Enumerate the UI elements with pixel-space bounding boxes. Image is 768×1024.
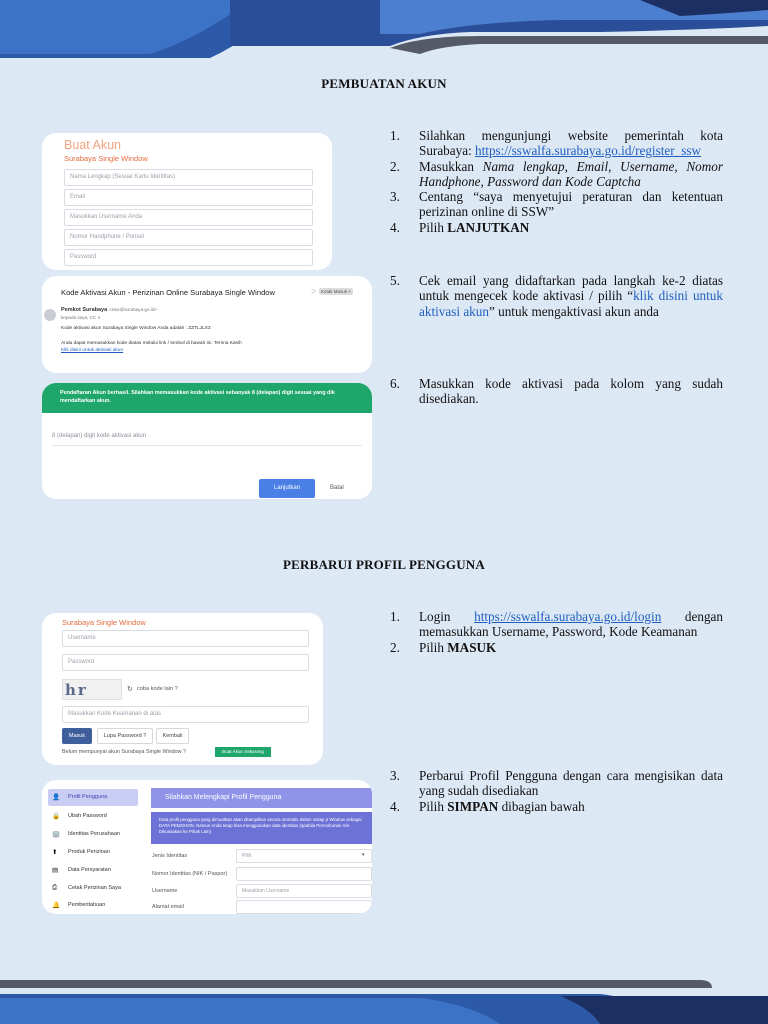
- forgot-password-button[interactable]: Lupa Password ?: [97, 728, 153, 744]
- inbox-tag[interactable]: Kotak Masuk ×: [321, 289, 351, 294]
- register-subtitle: Surabaya Single Window: [64, 154, 148, 163]
- list-item: 5. Cek email yang didaftarkan pada langkah ke-2 diatas untuk mengecek kode aktivasi / pilih “klik disini untuk aktivasi akun” untuk mengaktivasi akun anda: [390, 273, 723, 319]
- captcha-refresh-link[interactable]: coba kode lain ?: [137, 686, 178, 692]
- login-link[interactable]: https://sswalfa.surabaya.go.id/login: [474, 609, 662, 624]
- sidebar-item-print[interactable]: Cetak Perizinan Saya: [68, 885, 121, 891]
- register-form-screenshot: [42, 133, 332, 270]
- refresh-icon[interactable]: ↻: [127, 686, 133, 693]
- back-button[interactable]: Kembali: [156, 728, 189, 744]
- list-item: 3. Perbarui Profil Pengguna dengan cara mengisikan data yang sudah disediakan: [390, 768, 723, 799]
- list-item: 4. Pilih SIMPAN dibagian bawah: [390, 798, 585, 814]
- label-username: Username: [152, 888, 178, 894]
- activation-email-screenshot: [42, 276, 372, 373]
- login-button[interactable]: Masuk: [62, 728, 92, 744]
- username-input[interactable]: Username: [62, 630, 309, 647]
- bell-icon: 🔔: [52, 902, 61, 909]
- profile-form-screenshot: [42, 780, 372, 914]
- list-item: 1. Silahkan mengunjungi website pemerintah kota Surabaya: https://sswalfa.surabaya.go.id/register_ssw: [390, 128, 723, 159]
- register-link[interactable]: https://sswalfa.surabaya.go.id/register_ssw: [475, 143, 702, 159]
- label-identity-number: Nomor Identitas (NIK / Paspor): [152, 871, 228, 877]
- success-banner: Pendaftaran Akun berhasil. Silahkan memasukkan kode aktivasi sebanyak 8 (delapan) digit sesuai yang dik mendaftarkan akun.: [42, 383, 372, 413]
- profile-username-input[interactable]: Masukkan Username: [236, 884, 372, 898]
- email-body-code: Kode aktivasi akun Surabaya Single Window Anda adalah : ZZTLJLX3: [61, 326, 211, 331]
- identity-type-select[interactable]: Pilih: [236, 849, 372, 863]
- profile-sidebar: [42, 780, 142, 914]
- cancel-button[interactable]: Batal: [330, 485, 344, 491]
- company-icon: 🏢: [52, 831, 61, 838]
- list-item: 2. Pilih MASUK: [390, 639, 497, 655]
- section-heading-account-creation: PEMBUATAN AKUN: [321, 76, 447, 91]
- phone-field[interactable]: Nomor Handphone / Ponsel: [64, 229, 313, 246]
- login-subtitle: Surabaya Single Window: [62, 618, 146, 627]
- list-item: 4. Pilih LANJUTKAN: [390, 219, 530, 235]
- profile-steps-a: [390, 609, 723, 655]
- email-recipient: kepada saya, CC ∨: [61, 315, 101, 320]
- footer-decoration: [0, 968, 768, 1024]
- header-decoration: [0, 0, 768, 62]
- profile-steps-b: [390, 768, 723, 814]
- email-field[interactable]: Email: [64, 189, 313, 206]
- user-icon: 👤: [52, 794, 61, 801]
- sidebar-item-company[interactable]: Identitas Perusahaan: [68, 831, 120, 837]
- sidebar-item-products[interactable]: Produk Perizinan: [68, 849, 110, 855]
- sidebar-item-requirements[interactable]: Data Persyaratan: [68, 867, 111, 873]
- activation-link[interactable]: Klik disini untuk aktivasi akun: [61, 348, 124, 353]
- list-item: 2. Masukkan Nama lengkap, Email, Username, Nomor Handphone, Password dan Kode Captcha: [390, 158, 723, 189]
- divider: [52, 445, 362, 446]
- register-title: Buat Akun: [64, 138, 121, 152]
- sidebar-item-profile[interactable]: Profil Pengguna: [68, 794, 108, 800]
- password-field[interactable]: Password: [64, 249, 313, 266]
- activation-code-screenshot: [42, 383, 372, 499]
- identity-number-input[interactable]: [236, 867, 372, 881]
- profile-header: Silahkan Melengkapi Profil Pengguna: [151, 788, 372, 808]
- account-steps-b: [390, 273, 723, 319]
- label-icon: ⊃: [311, 289, 317, 295]
- account-steps-a: [390, 128, 723, 235]
- chevron-down-icon: ▾: [362, 852, 365, 858]
- print-icon: ⎙: [52, 884, 58, 891]
- sidebar-item-notifications[interactable]: Pemberitahuan: [68, 902, 106, 908]
- password-input[interactable]: Password: [62, 654, 309, 671]
- username-field[interactable]: Masukkan Username Anda: [64, 209, 313, 226]
- email-sender-address: <ssw@surabaya.go.id>: [109, 307, 158, 312]
- activation-code-input[interactable]: 8 (delapan) digit kode aktivasi akun: [52, 433, 147, 439]
- account-steps-c: [390, 376, 723, 407]
- profile-info-box: Data profil pengguna yang dimuatkan akan ditampilkan secara otomatis dalam setiap p Window sebagai DATA PEMOHON. Namun Anda tetap bisa menggunakan data identitas (apabila Permohonan Izin Dikuasakan ke Pihak Lain): [151, 812, 372, 844]
- sidebar-item-password[interactable]: Ubah Password: [68, 813, 107, 819]
- security-code-input[interactable]: Masukkan Kode Keamanan di atas: [62, 706, 309, 723]
- list-item: 1. Login https://sswalfa.surabaya.go.id/login dengan memasukkan Username, Password, Kode Keamanan: [390, 609, 723, 640]
- fullname-field[interactable]: Nama Lengkap (Sesuai Kartu Identitas): [64, 169, 313, 186]
- lock-icon: 🔒: [52, 813, 61, 820]
- captcha-image: hr: [62, 679, 122, 700]
- document-icon: ▤: [52, 867, 59, 874]
- label-email: Alamat email: [152, 904, 184, 910]
- upload-icon: ⬆: [52, 849, 58, 856]
- list-item: 3. Centang “saya menyetujui peraturan dan ketentuan perizinan online di SSW”: [390, 189, 723, 220]
- email-sender: Pemkot Surabaya: [61, 307, 108, 313]
- label-identity-type: Jenis Identitas: [152, 853, 188, 859]
- profile-email-input[interactable]: [236, 900, 372, 914]
- activation-link-text: klik disini untuk aktivasi akun: [419, 288, 723, 319]
- continue-button[interactable]: Lanjutkan: [259, 479, 315, 498]
- avatar: [44, 309, 56, 321]
- email-body-instruction: Anda dapat memasukkan kode diatas melalui link / tombol di bawah ini. Terima Kasih: [61, 341, 242, 346]
- login-form-screenshot: [42, 613, 323, 765]
- section-heading-profile-update: PERBARUI PROFIL PENGGUNA: [283, 557, 485, 572]
- email-subject: Kode Aktivasi Akun - Perizinan Online Surabaya Single Window: [61, 288, 276, 297]
- no-account-text: Belum mempunyai akun Surabaya Single Window ?: [62, 749, 187, 755]
- register-now-button[interactable]: Buat Akun Sekarang: [215, 747, 271, 757]
- list-item: 6. Masukkan kode aktivasi pada kolom yang sudah disediakan.: [390, 376, 723, 407]
